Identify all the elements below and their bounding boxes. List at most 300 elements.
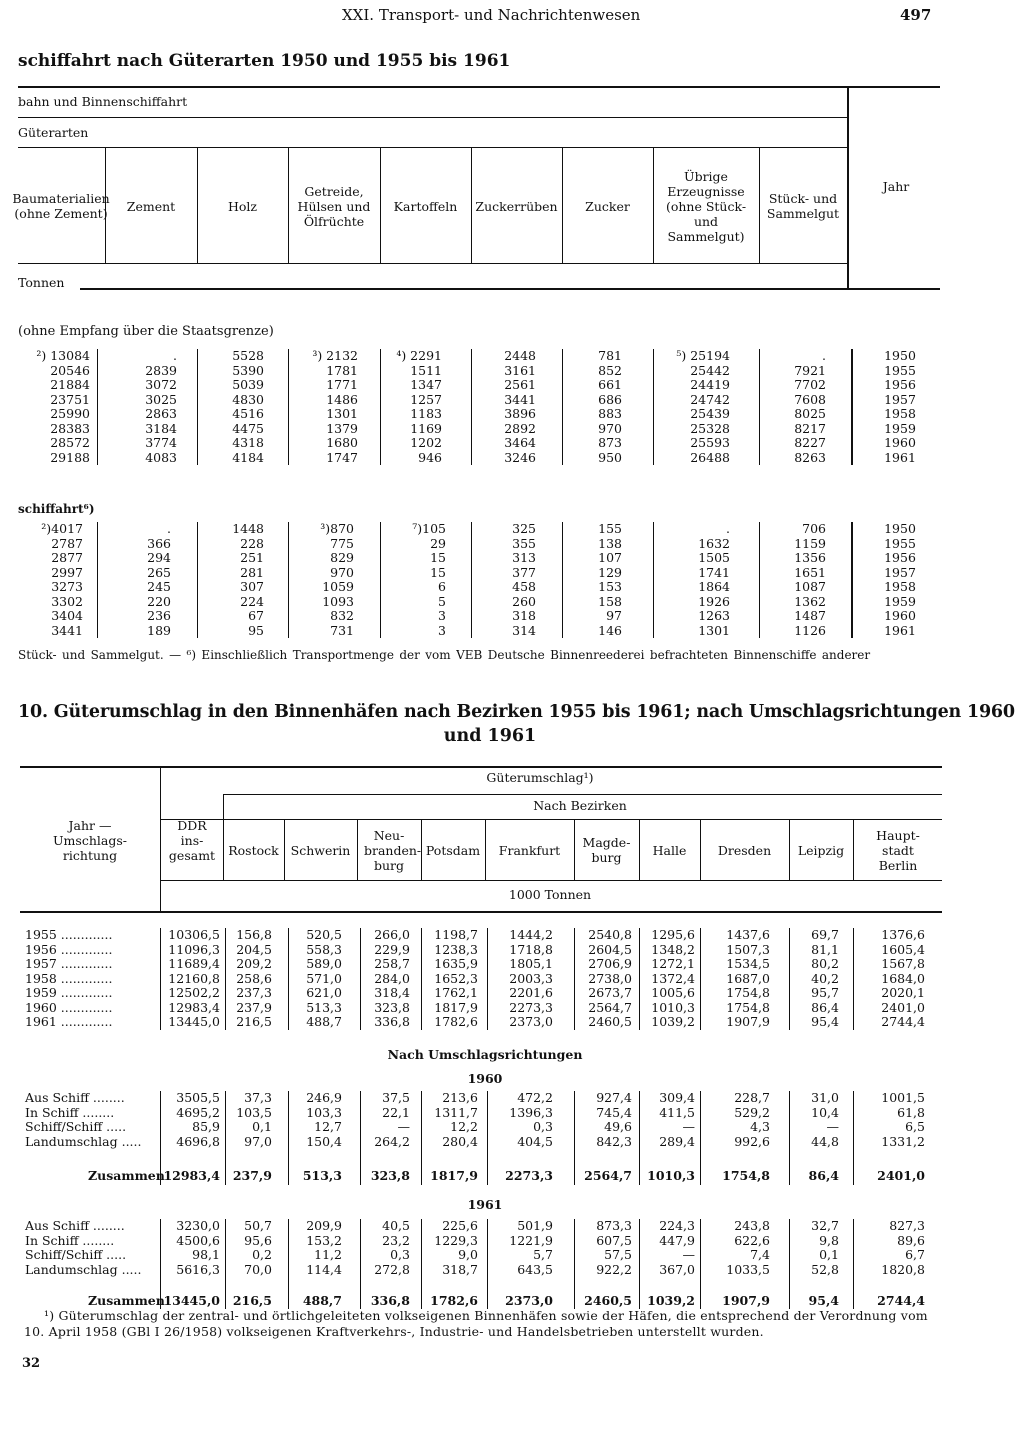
table9-group-header: bahn und Binnenschiffahrt: [18, 94, 188, 109]
table-cell: 621,0: [306, 985, 342, 1000]
table-cell: 294: [147, 550, 171, 565]
column-getreide: [296, 349, 358, 465]
total-cell: 1817,9: [430, 1168, 478, 1183]
table-cell: 1486: [326, 391, 358, 407]
table-cell: 2877: [51, 550, 83, 565]
column-halle: [641, 928, 695, 1030]
total-cell: 13445,0: [163, 1293, 220, 1308]
table-cell: 1957: [884, 564, 916, 580]
column-schwerin: [290, 1091, 342, 1149]
table10-col-potsdam: Potsdam: [425, 842, 481, 858]
table-cell: 25439: [690, 406, 730, 421]
total-cell: 1782,6: [430, 1293, 478, 1308]
table-cell: 970: [598, 420, 622, 436]
table-cell: 1126: [794, 622, 826, 638]
table9-unit: Tonnen: [18, 275, 65, 290]
table-cell: 1956: [884, 377, 916, 392]
table-cell: 1781: [326, 362, 358, 378]
column-dresden: [702, 928, 770, 1030]
table-cell: 209,2: [236, 956, 272, 971]
column-leipzig: [791, 1091, 839, 1149]
table-cell: 852: [598, 362, 622, 378]
table-cell: 0,1: [252, 1119, 272, 1134]
table-cell: 1511: [410, 362, 442, 378]
column-kartoffeln: [390, 349, 442, 465]
column-stueckgut: [764, 349, 826, 465]
table-cell: 29: [430, 535, 446, 551]
table10-header-subgroup: Nach Bezirken: [533, 798, 627, 813]
total-cell: 513,3: [302, 1168, 342, 1183]
table-cell: In Schiff ........: [25, 1232, 115, 1248]
table-cell: 264,2: [374, 1133, 410, 1149]
table-cell: 50,7: [244, 1218, 272, 1233]
table10-1960-total-label: Zusammen: [88, 1168, 165, 1183]
column-zucker: [570, 349, 622, 465]
table-cell: 3230,0: [176, 1218, 220, 1233]
table9-col-getreide: Getreide, Hülsen und Ölfrüchte: [297, 183, 371, 229]
table-cell: 150,4: [306, 1133, 342, 1149]
table-cell: 2448: [504, 348, 536, 363]
table-cell: 23751: [50, 391, 90, 407]
table-cell: 189: [147, 622, 171, 638]
table-cell: 1257: [410, 391, 442, 407]
table-cell: 1567,8: [881, 956, 925, 971]
table-cell: 153: [598, 579, 622, 594]
table10-col-dresden: Dresden: [717, 842, 772, 858]
table-cell: 80,2: [811, 956, 839, 971]
column-rostock: [226, 928, 272, 1030]
total-cell: 336,8: [370, 1293, 410, 1308]
table-cell: 1820,8: [881, 1261, 925, 1277]
table-cell: 1221,9: [509, 1232, 553, 1248]
table-cell: 3464: [504, 435, 536, 450]
table-cell: 289,4: [659, 1133, 695, 1149]
table-cell: ³)870: [320, 521, 354, 536]
column-getreide: [296, 522, 354, 638]
table-cell: 216,5: [236, 1014, 272, 1029]
table-cell: 1961: [884, 449, 916, 465]
table-cell: 1958: [884, 579, 916, 594]
total-cell: 237,9: [232, 1168, 272, 1183]
table-cell: 775: [330, 535, 354, 551]
table-cell: 1059: [322, 579, 354, 594]
table-cell: 0,3: [533, 1119, 553, 1134]
table-cell: 325: [512, 521, 536, 536]
table-cell: 1632: [698, 535, 730, 551]
table-cell: 1448: [232, 521, 264, 536]
table-cell: 158: [598, 593, 622, 609]
table-cell: 1958 .............: [25, 970, 113, 986]
table-cell: 204,5: [236, 941, 272, 957]
table-cell: 529,2: [734, 1104, 770, 1120]
table-cell: 1295,6: [651, 927, 695, 942]
table-cell: 10,4: [811, 1104, 839, 1120]
table-cell: 146: [598, 622, 622, 638]
table-cell: 3441: [51, 622, 83, 638]
table9-col-stueckgut: Stück- und Sammelgut: [766, 191, 840, 221]
table-cell: 472,2: [517, 1090, 553, 1105]
table10-1961-total-label: Zusammen: [88, 1293, 165, 1308]
table-cell: 3505,5: [176, 1090, 220, 1105]
table-cell: 28383: [50, 420, 90, 436]
column-berlin: [855, 928, 925, 1030]
table-cell: 2892: [504, 420, 536, 436]
table-cell: 153,2: [306, 1232, 342, 1248]
table9-col-baumaterialien: Baumaterialien (ohne Zement): [12, 191, 110, 221]
column-leipzig: [791, 928, 839, 1030]
table-cell: 103,5: [236, 1104, 272, 1120]
table-cell: 4475: [232, 420, 264, 436]
table-cell: In Schiff ........: [25, 1104, 115, 1120]
table-cell: 873: [598, 435, 622, 450]
column-labels: [25, 1219, 141, 1277]
table-cell: 4083: [145, 449, 177, 465]
table-cell: 927,4: [596, 1090, 632, 1105]
table-cell: 1805,1: [509, 956, 553, 971]
table-cell: 15: [430, 564, 446, 580]
table-cell: 25328: [690, 420, 730, 436]
table10-col-neubrandenburg: Neu- branden- burg: [364, 827, 422, 873]
table-cell: 129: [598, 564, 622, 580]
table-cell: 1960 .............: [25, 999, 113, 1015]
table9-col-holz: Holz: [227, 198, 257, 214]
table9-footnote: Stück- und Sammelgut. — ⁶) Einschließlich Transportmenge der vom VEB Deutsche Binnenreederei befrachteten Binnenschiffe anderer: [18, 648, 871, 662]
table-cell: 318,7: [442, 1261, 478, 1277]
table-cell: 107: [598, 550, 622, 565]
table-cell: 155: [598, 521, 622, 536]
table-cell: 832: [330, 608, 354, 623]
column-labels: [25, 928, 112, 1030]
table-cell: 367,0: [659, 1261, 695, 1277]
table-cell: 1362: [794, 593, 826, 609]
table-cell: 57,5: [604, 1247, 632, 1262]
table-cell: 1301: [698, 622, 730, 638]
table-cell: 2744,4: [881, 1014, 925, 1029]
column-ddr: [162, 1091, 220, 1149]
table-cell: 31,0: [811, 1090, 839, 1105]
total-cell: 1010,3: [647, 1168, 695, 1183]
table-cell: 11689,4: [168, 956, 220, 971]
table-cell: 1958: [884, 406, 916, 421]
table-cell: 307: [240, 579, 264, 594]
table-cell: 103,3: [306, 1104, 342, 1120]
table-cell: 49,6: [604, 1119, 632, 1134]
table-cell: 32,7: [811, 1218, 839, 1233]
column-berlin: [855, 1219, 925, 1277]
table10-footnote-line2: 10. April 1958 (GBl I 26/1958) volkseigenen Kraftverkehrs-, Industrie- und Handelsbetrieben unterstellt wurden.: [24, 1324, 764, 1339]
table-cell: 24742: [690, 391, 730, 407]
table-cell: 1741: [698, 564, 730, 580]
table-cell: ²)4017: [41, 521, 83, 536]
total-cell: 12983,4: [163, 1168, 220, 1183]
table10-col-frankfurt: Frankfurt: [498, 842, 561, 858]
table-cell: 213,6: [442, 1090, 478, 1105]
table-cell: 6,5: [905, 1119, 925, 1134]
table-cell: 97: [606, 608, 622, 623]
table-cell: 404,5: [517, 1133, 553, 1149]
table-cell: 1762,1: [434, 985, 478, 1000]
column-dresden: [702, 1091, 770, 1149]
table-cell: 40,2: [811, 970, 839, 986]
column-zuckerrueben: [480, 522, 536, 638]
table-cell: 1961: [884, 622, 916, 638]
table-cell: 12,7: [314, 1119, 342, 1134]
table-cell: 4,3: [750, 1119, 770, 1134]
table-cell: 558,3: [306, 941, 342, 957]
column-rostock: [226, 1091, 272, 1149]
table-cell: 842,3: [596, 1133, 632, 1149]
table-cell: 20546: [50, 362, 90, 378]
column-frankfurt: [489, 1219, 553, 1277]
table-cell: 950: [598, 449, 622, 465]
table9-title: schiffahrt nach Güterarten 1950 und 1955 bis 1961: [18, 51, 511, 71]
table-cell: 156,8: [236, 927, 272, 942]
table10-title-line2: und 1961: [443, 726, 537, 746]
column-halle: [641, 1091, 695, 1149]
total-cell: 95,4: [808, 1293, 839, 1308]
table-cell: 95,7: [811, 985, 839, 1000]
table-cell: 1087: [794, 579, 826, 594]
table-cell: 37,5: [382, 1090, 410, 1105]
table-cell: 1907,9: [726, 1014, 770, 1029]
table-cell: 4695,2: [176, 1104, 220, 1120]
total-cell: 323,8: [370, 1168, 410, 1183]
column-zement: [105, 349, 177, 465]
table-cell: 4184: [232, 449, 264, 465]
table-cell: 0,3: [390, 1247, 410, 1262]
table-cell: 946: [418, 449, 442, 465]
table10-title-line1: 10. Güterumschlag in den Binnenhäfen nach Bezirken 1955 bis 1961; nach Umschlagsrichtungen 1960: [18, 702, 1015, 722]
table-cell: 7,4: [750, 1247, 770, 1262]
table-cell: 12,2: [450, 1119, 478, 1134]
total-cell: 1039,2: [647, 1293, 695, 1308]
table-cell: 9,8: [819, 1232, 839, 1248]
table-cell: 2460,5: [588, 1014, 632, 1029]
table-cell: 4318: [232, 435, 264, 450]
table-cell: 2373,0: [509, 1014, 553, 1029]
table9-col-zuckerrueben: Zuckerrüben: [475, 198, 558, 214]
table-cell: Aus Schiff ........: [25, 1218, 125, 1233]
table-cell: 488,7: [306, 1014, 342, 1029]
table-cell: 1198,7: [434, 927, 478, 942]
table-cell: 24419: [690, 377, 730, 392]
table-cell: 5390: [232, 362, 264, 378]
total-cell: 2744,4: [877, 1293, 925, 1308]
table-cell: 70,0: [244, 1261, 272, 1277]
table-cell: 2673,7: [588, 985, 632, 1000]
table-cell: Schiff/Schiff .....: [25, 1247, 127, 1262]
table-cell: 355: [512, 535, 536, 551]
table-cell: —: [682, 1247, 695, 1262]
table-cell: 2997: [51, 564, 83, 580]
column-ddr: [162, 1219, 220, 1277]
table-cell: 1202: [410, 435, 442, 450]
table-cell: 13445,0: [168, 1014, 220, 1029]
table-cell: 1356: [794, 550, 826, 565]
table10-col-magdeburg: Magde- burg: [582, 835, 631, 865]
table9-col-zucker: Zucker: [585, 198, 630, 214]
table9-col-kartoffeln: Kartoffeln: [393, 198, 458, 214]
table-cell: 22,1: [382, 1104, 410, 1120]
table-cell: 1001,5: [881, 1090, 925, 1105]
table-cell: 44,8: [811, 1133, 839, 1149]
table-cell: 5616,3: [176, 1261, 220, 1277]
table-cell: 1950: [884, 348, 916, 363]
table10-1960-heading: 1960: [467, 1071, 503, 1086]
table-cell: 12502,2: [168, 985, 220, 1000]
total-cell: 1907,9: [722, 1293, 770, 1308]
table-cell: 284,0: [374, 970, 410, 986]
table-cell: 3246: [504, 449, 536, 465]
table-cell: 883: [598, 406, 622, 421]
table-cell: 246,9: [306, 1090, 342, 1105]
column-potsdam: [423, 928, 478, 1030]
table-cell: 1957: [884, 391, 916, 407]
total-cell: 2401,0: [877, 1168, 925, 1183]
table-cell: 323,8: [374, 999, 410, 1015]
column-kartoffeln: [390, 522, 446, 638]
table-cell: 4516: [232, 406, 264, 421]
table-cell: 114,4: [306, 1261, 342, 1277]
table-cell: 992,6: [734, 1133, 770, 1149]
table-cell: 1534,5: [726, 956, 770, 971]
total-cell: 1754,8: [722, 1168, 770, 1183]
column-baumaterialien: [18, 522, 83, 638]
table-cell: 607,5: [596, 1232, 632, 1248]
table-cell: 1957 .............: [25, 956, 113, 971]
total-cell: 216,5: [232, 1293, 272, 1308]
table-cell: 23,2: [382, 1232, 410, 1248]
table-cell: 1263: [698, 608, 730, 623]
table-cell: 1955: [884, 362, 916, 378]
table-cell: 97,0: [244, 1133, 272, 1149]
table-cell: 237,9: [236, 999, 272, 1015]
table10-col-halle: Halle: [652, 842, 687, 858]
table-cell: .: [173, 348, 177, 363]
table-cell: 12160,8: [168, 970, 220, 986]
table-cell: 318,4: [374, 985, 410, 1000]
table-cell: 69,7: [811, 927, 839, 942]
table-cell: 1039,2: [651, 1014, 695, 1029]
table9-col-jahr: Jahr: [882, 179, 910, 194]
table-cell: 1010,3: [651, 999, 695, 1015]
table-cell: 1926: [698, 593, 730, 609]
table-cell: 1864: [698, 579, 730, 594]
total-cell: 488,7: [302, 1293, 342, 1308]
column-neubrandenburg: [362, 928, 410, 1030]
table-cell: 1817,9: [434, 999, 478, 1015]
column-magdeburg: [576, 1219, 632, 1277]
table-cell: 236: [147, 608, 171, 623]
table-cell: 7702: [794, 377, 826, 392]
total-cell: 2460,5: [584, 1293, 632, 1308]
table-cell: 11,2: [314, 1247, 342, 1262]
column-frankfurt: [489, 928, 553, 1030]
table-cell: —: [397, 1119, 410, 1134]
table-cell: 2787: [51, 535, 83, 551]
table-cell: 1956: [884, 550, 916, 565]
table-cell: 281: [240, 564, 264, 580]
table-cell: 5: [438, 593, 446, 609]
table-cell: 309,4: [659, 1090, 695, 1105]
table-cell: 7921: [794, 362, 826, 378]
table-cell: 224,3: [659, 1218, 695, 1233]
table-cell: 1955 .............: [25, 927, 113, 942]
table-cell: 2839: [145, 362, 177, 378]
table-cell: 1093: [322, 593, 354, 609]
table-cell: 25593: [690, 435, 730, 450]
table-cell: 589,0: [306, 956, 342, 971]
column-berlin: [855, 1091, 925, 1149]
table-cell: 2604,5: [588, 941, 632, 957]
table-cell: 1437,6: [726, 927, 770, 942]
table-cell: 224: [240, 593, 264, 609]
column-baumaterialien: [18, 349, 90, 465]
table-cell: 1651: [794, 564, 826, 580]
table-cell: 11096,3: [168, 941, 220, 957]
table-cell: ⁴) 2291: [396, 348, 442, 363]
table-cell: Aus Schiff ........: [25, 1090, 125, 1105]
table-cell: 1183: [410, 406, 442, 421]
table-cell: 4696,8: [176, 1133, 220, 1149]
column-potsdam: [423, 1219, 478, 1277]
column-halle: [641, 1219, 695, 1277]
table-cell: 12983,4: [168, 999, 220, 1015]
table-cell: 1956 .............: [25, 941, 113, 957]
table-cell: 280,4: [442, 1133, 478, 1149]
table-cell: 3896: [504, 406, 536, 421]
table-cell: Schiff/Schiff .....: [25, 1119, 127, 1134]
table-cell: 1782,6: [434, 1014, 478, 1029]
table-cell: 1754,8: [726, 999, 770, 1015]
table-cell: 661: [598, 377, 622, 392]
table-cell: 2540,8: [588, 927, 632, 942]
table-cell: 1960: [884, 435, 916, 450]
table-cell: —: [826, 1119, 839, 1134]
table-cell: 266,0: [374, 927, 410, 942]
table-cell: 731: [330, 622, 354, 638]
table-cell: 827,3: [889, 1218, 925, 1233]
table-cell: 3302: [51, 593, 83, 609]
table-cell: 1311,7: [434, 1104, 478, 1120]
table10-col-leipzig: Leipzig: [797, 842, 845, 858]
table-cell: 1747: [326, 449, 358, 465]
table-cell: 5039: [232, 377, 264, 392]
table-cell: 86,4: [811, 999, 839, 1015]
column-neubrandenburg: [362, 1219, 410, 1277]
table-cell: 1301: [326, 406, 358, 421]
table-cell: 686: [598, 391, 622, 407]
column-years: [864, 349, 936, 465]
column-uebrige: [668, 349, 730, 465]
table-cell: 2020,1: [881, 985, 925, 1000]
table-cell: 1718,8: [509, 941, 553, 957]
table10-col-ddr: DDR ins- gesamt: [168, 817, 216, 863]
table-cell: 1961 .............: [25, 1014, 113, 1029]
column-holz: [200, 522, 264, 638]
table-cell: 52,8: [811, 1261, 839, 1277]
table-cell: 89,6: [897, 1232, 925, 1248]
table-cell: 1959: [884, 420, 916, 436]
table-cell: 9,0: [458, 1247, 478, 1262]
table-cell: 1687,0: [726, 970, 770, 986]
table-cell: 314: [512, 622, 536, 638]
table-cell: 138: [598, 535, 622, 551]
table-cell: 377: [512, 564, 536, 580]
table-cell: 829: [330, 550, 354, 565]
table-cell: 501,9: [517, 1218, 553, 1233]
table-cell: 2706,9: [588, 956, 632, 971]
